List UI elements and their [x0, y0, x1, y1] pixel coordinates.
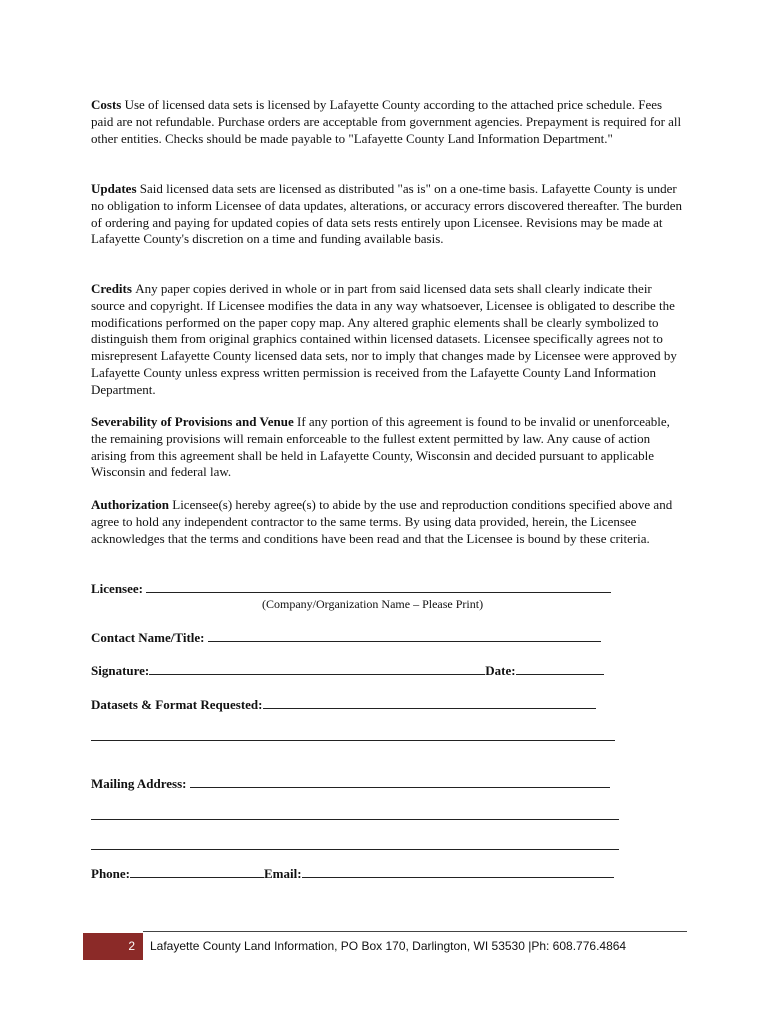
phone-label: Phone: — [91, 866, 130, 881]
signature-input-line[interactable] — [149, 663, 485, 675]
licensee-input-line[interactable] — [146, 581, 611, 593]
page-number-badge — [83, 933, 143, 960]
mailing-label: Mailing Address: — [91, 776, 187, 791]
updates-section — [91, 181, 683, 248]
updates-text: Said licensed data sets are licensed as distributed "as is" on a one-time basis. Lafayette County is under no obligation to inform Licensee of data updates, alterations, or accuracy errors discovered thereafter. The burden of ordering and paying for updated copies of data sets rests entirely upon Licensee. Revisions may be made at Lafayette County's discretion on a time and funding available basis. — [91, 181, 683, 247]
authorization-text: Licensee(s) hereby agree(s) to abide by the use and reproduction conditions specified above and agree to hold any independent contractor to the same terms. By using data provided, herein, the Licensee acknowledges that the terms and conditions have been read and that the Licensee is bound by these criteria. — [91, 497, 673, 546]
email-label: Email: — [264, 866, 302, 881]
mailing-extra-line-1[interactable] — [91, 819, 619, 820]
severability-text: If any portion of this agreement is found to be invalid or unenforceable, the remaining provisions will remain enforceable to the fullest extent permitted by law. Any cause of action arising from this agreement shall be held in Lafayette County, Wisconsin and decided pursuant to applicable Wisconsin and federal law. — [91, 414, 670, 480]
contact-field — [91, 630, 601, 646]
datasets-field — [91, 697, 596, 713]
licensee-label: Licensee: — [91, 581, 143, 596]
severability-section — [91, 414, 683, 481]
signature-field — [91, 663, 604, 679]
date-label: Date: — [485, 663, 516, 678]
datasets-input-line[interactable] — [263, 697, 596, 709]
costs-section — [91, 97, 683, 147]
date-input-line[interactable] — [516, 663, 604, 675]
licensee-field — [91, 581, 611, 597]
footer-text: Lafayette County Land Information, PO Box 170, Darlington, WI 53530 |Ph: 608.776.4864 — [150, 939, 627, 953]
authorization-section — [91, 497, 683, 547]
email-input-line[interactable] — [302, 866, 614, 878]
severability-heading: Severability of Provisions and Venue — [91, 414, 297, 429]
mailing-extra-line-2[interactable] — [91, 849, 619, 850]
mailing-input-line[interactable] — [190, 776, 610, 788]
footer-divider — [143, 931, 687, 932]
contact-input-line[interactable] — [208, 630, 601, 642]
phone-email-field — [91, 866, 614, 882]
contact-label: Contact Name/Title: — [91, 630, 205, 645]
credits-heading: Credits — [91, 281, 136, 296]
licensee-hint: (Company/Organization Name – Please Print) — [262, 597, 484, 611]
credits-text: Any paper copies derived in whole or in part from said licensed data sets shall clearly indicate their source and copyright. If Licensee modifies the data in any way whatsoever, Licensee is obligated to describe the modifications performed on the paper copy map. Any altered graphic elements shall be clearly symbolized to distinguish them from original graphics contained within licensed datasets. Licensee specifically agrees not to misrepresent Lafayette County licensed data sets, nor to imply that changes made by Licensee were approved by Lafayette County unless express written permission is received from the Lafayette County Land Information Department. — [91, 281, 677, 397]
costs-heading: Costs — [91, 97, 125, 112]
updates-heading: Updates — [91, 181, 140, 196]
page-number: 2 — [128, 939, 135, 953]
mailing-field — [91, 776, 610, 792]
credits-section — [91, 281, 683, 399]
authorization-heading: Authorization — [91, 497, 173, 512]
datasets-extra-line[interactable] — [91, 740, 615, 741]
costs-text: Use of licensed data sets is licensed by Lafayette County according to the attached price schedule. Fees paid are not refundable. Purchase orders are acceptable from government agencies. Prepayment is required for all other entities. Checks should be made payable to "Lafayette County Land Information Department." — [91, 97, 682, 146]
signature-label: Signature: — [91, 663, 150, 678]
datasets-label: Datasets & Format Requested: — [91, 697, 263, 712]
phone-input-line[interactable] — [130, 866, 264, 878]
